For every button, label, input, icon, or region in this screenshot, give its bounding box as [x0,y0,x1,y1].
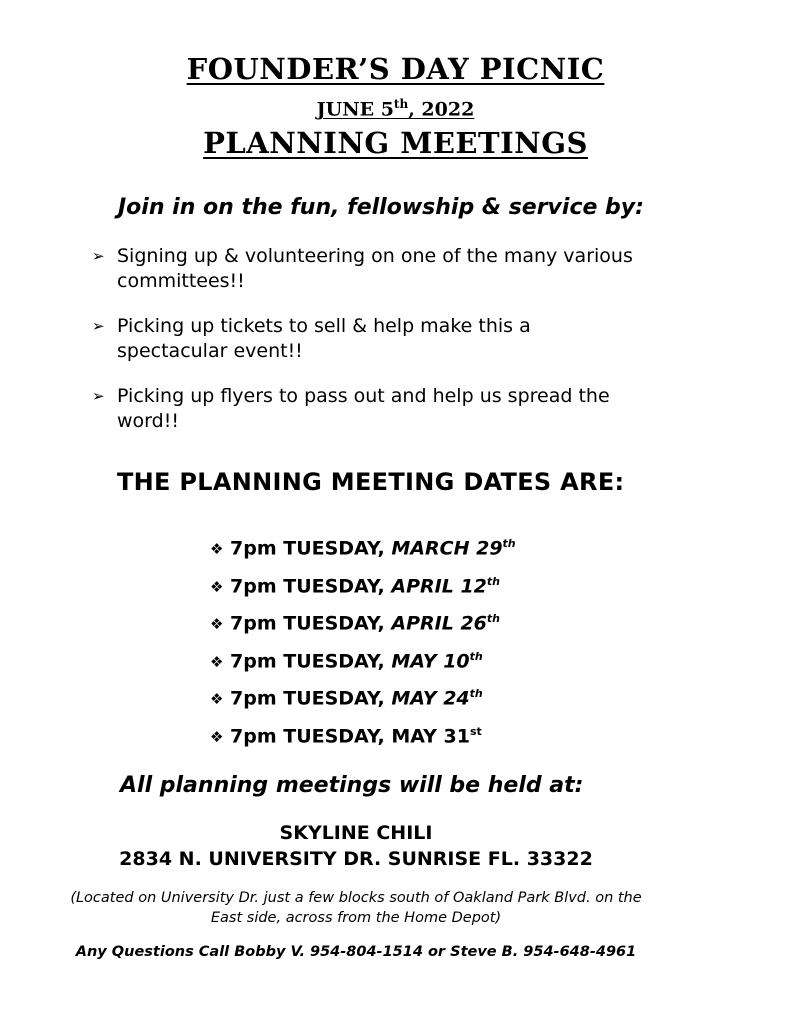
directions-line: East side, across from the Home Depot) [210,910,502,926]
bullet-line: Picking up flyers to pass out and help us spread the [117,385,610,407]
event-date-suffix: th [393,97,409,111]
event-date-main: JUNE 5 [316,98,394,121]
meeting-date-suffix: th [469,649,483,663]
venue-address: 2834 N. UNIVERSITY DR. SUNRISE FL. 33322 [119,848,593,870]
diamond-bullet-icon: ❖ [210,690,224,709]
meeting-date-suffix: th [486,574,500,588]
title-block [0,52,791,161]
meeting-date-suffix: th [486,612,500,625]
bullet-list [92,244,692,454]
meeting-date-item [210,718,516,756]
list-item [92,314,692,364]
arrow-bullet-icon: ➢ [92,387,105,405]
meeting-date-suffix: th [502,537,516,550]
directions-line: (Located on University Dr. just a few blocks south of Oakland Park Blvd. on the [70,890,642,906]
diamond-bullet-icon: ❖ [210,577,224,596]
bullet-line: spectacular event!! [117,340,303,362]
directions-note [0,888,712,928]
arrow-bullet-icon: ➢ [92,317,105,335]
list-item [92,244,692,294]
event-date-year: , 2022 [408,98,475,121]
dates-heading: THE PLANNING MEETING DATES ARE: [117,468,625,496]
meeting-day: 7pm TUESDAY, [230,574,392,597]
bullet-line: Signing up & volunteering on one of the many various [117,245,633,267]
intro-heading: Join in on the fun, fellowship & service by: [118,195,644,220]
meeting-day: 7pm TUESDAY, [230,537,392,560]
arrow-bullet-icon: ➢ [92,247,105,265]
meeting-day: 7pm TUESDAY, [230,612,392,635]
meeting-day: 7pm TUESDAY, [230,649,392,672]
venue-block [0,820,712,872]
list-item [92,384,692,434]
meeting-date-item [210,643,516,681]
venue-name: SKYLINE CHILI [279,822,433,844]
bullet-line: Picking up tickets to sell & help make this a [117,315,531,337]
event-subtitle: PLANNING MEETINGS [203,126,588,161]
meeting-date: APRIL 12 [391,574,487,597]
meeting-date-item [210,530,516,568]
meeting-day: 7pm TUESDAY, [230,724,392,747]
meeting-day: 7pm TUESDAY, [230,687,392,710]
meeting-date: MAY 31 [391,724,470,747]
meeting-date: MARCH 29 [391,537,503,560]
meeting-date-suffix: th [469,687,483,700]
event-date [0,92,791,121]
meeting-date-item [210,605,516,643]
diamond-bullet-icon: ❖ [210,540,224,559]
diamond-bullet-icon: ❖ [210,727,224,746]
meeting-date: APRIL 26 [391,612,487,635]
meeting-date: MAY 10 [391,649,470,672]
meeting-date-list [210,530,516,755]
bullet-line: committees!! [117,270,245,292]
event-title: FOUNDER’S DAY PICNIC [186,52,605,86]
contact-line: Any Questions Call Bobby V. 954-804-1514 or Steve B. 954-648-4961 [75,944,637,960]
location-heading: All planning meetings will be held at: [120,773,584,798]
bullet-line: word!! [117,410,179,432]
diamond-bullet-icon: ❖ [210,652,224,671]
meeting-date-item [210,568,516,606]
meeting-date-suffix: st [470,724,482,738]
meeting-date-item [210,680,516,718]
diamond-bullet-icon: ❖ [210,615,224,634]
meeting-date: MAY 24 [391,687,470,710]
